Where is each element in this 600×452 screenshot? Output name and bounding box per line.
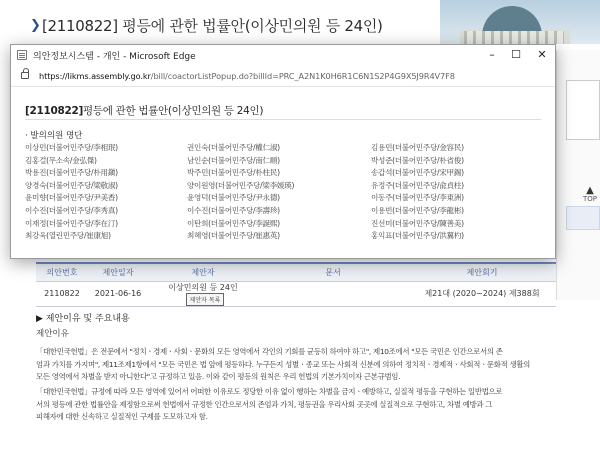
popup-bill-title	[25, 103, 263, 118]
member-name: 최혜영(더불어민주당/崔惠英)	[187, 231, 280, 241]
list-item	[25, 205, 545, 218]
bill-id: [2110822]	[25, 105, 84, 117]
col-session: 제안회기	[408, 263, 556, 281]
list-item	[25, 155, 545, 168]
page-icon	[17, 50, 27, 60]
reason-paragraph-line: 서의 평등에 관한 법률안을 제정함으로써 헌법에서 규정한 인간으로서의 존엄과 가치, 평등권을 우리사회 곳곳에 실질적으로 구현하고, 차별 예방과 그	[36, 399, 493, 409]
proposer-list-button[interactable]: 제안자 목록	[186, 293, 225, 306]
list-item	[25, 218, 545, 231]
side-box	[566, 80, 600, 140]
window-title: 의안정보시스템 - 개인 - Microsoft Edge	[33, 52, 196, 62]
member-name: 박용진(더불어민주당/朴用鎭)	[25, 168, 118, 178]
popup-content	[11, 88, 555, 258]
popup-window	[10, 44, 556, 259]
member-name: 이수진(더불어민주당/李壽珍)	[187, 205, 280, 215]
col-document: 문서	[258, 263, 408, 281]
member-name: 이동주(더불어민주당/李東洲)	[371, 193, 464, 203]
proposer-text: 이상민의원 등 24인	[168, 282, 238, 292]
address-bar[interactable]	[11, 65, 555, 87]
member-name: 이용빈(더불어민주당/李龍彬)	[371, 205, 464, 215]
list-item	[25, 167, 545, 180]
url-path: /bill/coactorListPopup.do?billId=PRC_A2N1K0H6R1C6N1S2P4G9X5J9R4V7F8	[150, 71, 455, 81]
cell-session: 제21대 (2020~2024) 제388회	[408, 281, 556, 306]
member-name: 양이원영(더불어민주당/梁李媛瑛)	[187, 180, 295, 190]
window-titlebar[interactable]	[11, 45, 555, 65]
list-item	[25, 192, 545, 205]
page-header	[0, 0, 600, 44]
member-name: 이재정(더불어민주당/李在汀)	[25, 218, 118, 228]
cell-bill-no: 2110822	[36, 281, 88, 306]
member-name: 윤미향(더불어민주당/尹美香)	[25, 193, 118, 203]
section-heading: ▶ 제안이유 및 주요내용	[36, 314, 130, 324]
member-name: 박주민(더불어민주당/朴柱民)	[187, 168, 280, 178]
col-proposer: 제안자	[148, 263, 258, 281]
bill-info-table	[36, 262, 556, 307]
member-name: 송갑석(더불어민주당/宋甲錫)	[371, 168, 464, 178]
member-name: 이수진(더불어민주당/李秀真)	[25, 205, 118, 215]
member-name: 남인순(더불어민주당/南仁順)	[187, 155, 280, 165]
cell-proposer	[148, 281, 258, 306]
member-name: 진선미(더불어민주당/陳善美)	[371, 218, 464, 228]
member-name: 양경숙(더불어민주당/梁敬淑)	[25, 180, 118, 190]
url-host: https://likms.assembly.go.kr	[39, 71, 151, 81]
assembly-building-image	[440, 0, 600, 44]
section-subheading: 제안이유	[36, 329, 69, 339]
col-bill-no: 의안번호	[36, 263, 88, 281]
member-name: 최강욱(열린민주당/崔康旭)	[25, 231, 111, 241]
members-heading: · 발의의원 명단	[25, 131, 83, 141]
url-text[interactable]	[39, 71, 455, 81]
lock-icon	[21, 72, 29, 79]
table-row	[36, 281, 556, 306]
member-name: 권인숙(더불어민주당/權仁淑)	[187, 143, 280, 152]
reason-paragraph-line: 모든 영역에서 차별을 받지 아니한다"고 규정하고 있음. 이와 같이 평등의 원칙은 우리 헌법의 기본가치이자 근본규범임.	[36, 372, 401, 381]
bill-name: 평등에 관한 법률안(이상민의원 등 24인)	[83, 105, 264, 117]
list-item	[25, 180, 545, 193]
divider	[25, 119, 541, 120]
member-name: 박성준(더불어민주당/朴省俊)	[371, 155, 464, 165]
side-tab[interactable]	[566, 206, 600, 230]
page-title: [2110822] 평등에 관한 법률안(이상민의원 등 24인)	[42, 17, 383, 35]
title-bullet-icon: ❯	[30, 18, 41, 33]
reason-paragraph-line: 「대한민국헌법」은 전문에서 "정치ㆍ경제ㆍ사회ㆍ문화의 모든 영역에서 각인의 기회를 균등히 하여야 하고", 제10조에서 "모든 국민은 인간으로서의 존	[36, 347, 503, 356]
reason-paragraph-line: 「대한민국헌법」규정에 따라 모든 영역에 있어서 어떠한 이유로도 정당한 이유 없이 행하는 차별을 금지ㆍ예방하고, 실질적 평등을 구현하는 일반법으로	[36, 387, 503, 396]
arrow-up-icon: ▲	[586, 185, 594, 196]
list-item	[25, 142, 545, 155]
close-button[interactable]: ✕	[537, 48, 547, 61]
member-name: 이탄희(더불어민주당/李誕熙)	[187, 218, 280, 228]
minimize-button[interactable]: –	[489, 48, 495, 61]
member-name: 김홍걸(무소속/金弘傑)	[25, 155, 97, 165]
cell-date: 2021-06-16	[88, 281, 148, 306]
member-name: 김용민(더불어민주당/金容民)	[371, 143, 464, 152]
maximize-button[interactable]: ☐	[511, 48, 521, 61]
list-item	[25, 230, 545, 243]
members-list	[25, 142, 545, 243]
top-label: TOP	[582, 195, 597, 203]
member-name: 윤영덕(더불어민주당/尹永德)	[187, 193, 280, 203]
reason-paragraph-line: 피해자에 대한 신속하고 실질적인 구제를 도모하고자 함.	[36, 412, 208, 421]
reason-paragraph-line: 엄과 가치를 가지며", 제11조제1항에서 "모든 국민은 법 앞에 평등하다. 누구든지 성별ㆍ종교 또는 사회적 신분에 의하여 정치적ㆍ경제적ㆍ사회적ㆍ문화적 생활의	[36, 359, 531, 369]
member-name: 홍익표(더불어민주당/洪翼杓)	[371, 231, 464, 241]
member-name: 유정주(더불어민주당/兪貞柱)	[371, 180, 464, 190]
col-date: 제안일자	[88, 263, 148, 281]
member-name: 이상민(더불어민주당/李相珉)	[25, 143, 118, 152]
cell-document	[258, 281, 408, 306]
